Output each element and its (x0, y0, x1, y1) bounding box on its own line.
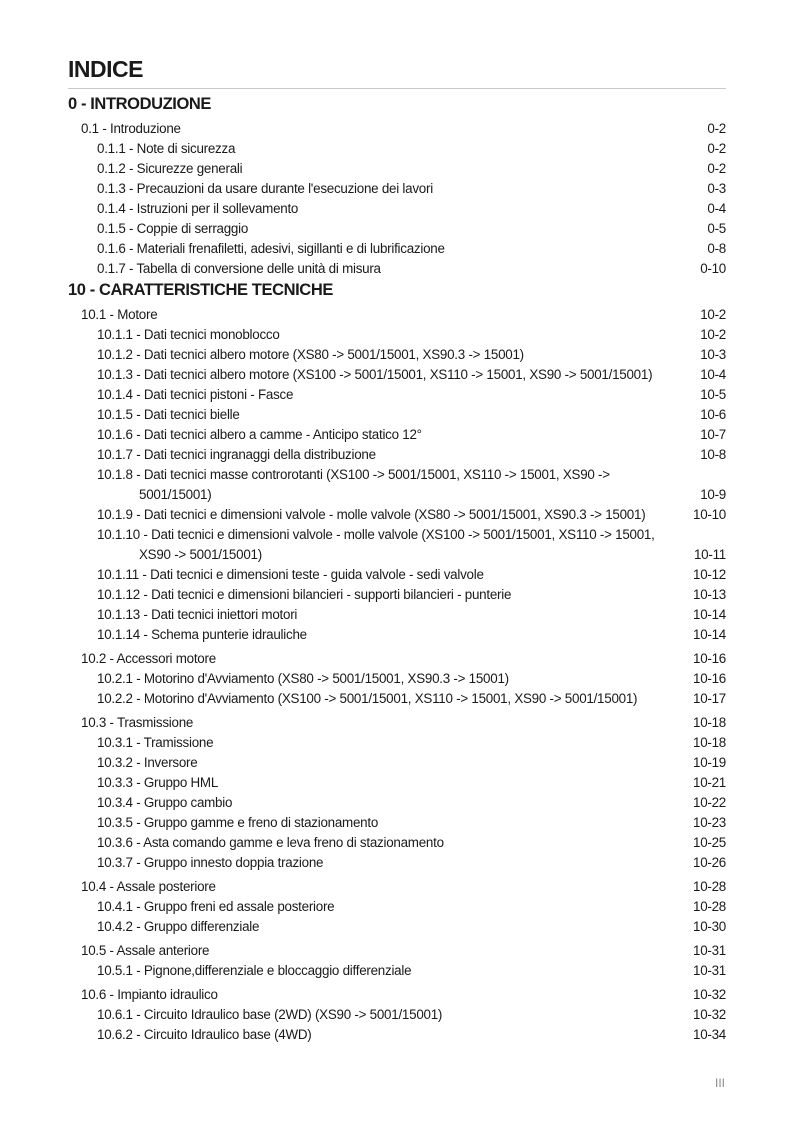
toc-subentry[interactable] (68, 445, 726, 465)
toc-entry-page: 0-2 (707, 121, 726, 136)
toc-entry-title: 10.1.6 - Dati tecnici albero a camme - Anticipo statico 12° (97, 427, 422, 442)
toc-entry-page: 10-32 (693, 987, 726, 1002)
toc-entry-page: 0-2 (707, 141, 726, 156)
toc-entry-page: 0-10 (700, 261, 726, 276)
toc-entry-title: 10.1.10 - Dati tecnici e dimensioni valvole - molle valvole (XS100 -> 5001/15001, XS110 -> 15001, XS90 -> 5001/15001) (97, 527, 655, 562)
toc-subentry[interactable] (68, 605, 726, 625)
toc-group (68, 305, 726, 645)
toc-subentry[interactable] (68, 625, 726, 645)
toc-entry-page: 10-34 (693, 1027, 726, 1042)
toc-subentry[interactable] (68, 565, 726, 585)
toc-entry-title: 10.1.11 - Dati tecnici e dimensioni teste - guida valvole - sedi valvole (97, 567, 484, 582)
toc-entry-page: 10-2 (700, 327, 726, 342)
toc-subentry[interactable] (68, 465, 726, 505)
toc-subentry[interactable] (68, 405, 726, 425)
toc-entry-title: 10.3.5 - Gruppo gamme e freno di stazionamento (97, 815, 379, 830)
toc-entry-title: 0.1.3 - Precauzioni da usare durante l'esecuzione dei lavori (97, 181, 433, 196)
toc-subentry[interactable] (68, 219, 726, 239)
toc-entry-title: 10.1.9 - Dati tecnici e dimensioni valvole - molle valvole (XS80 -> 5001/15001, XS90.3 -> 15001) (97, 507, 646, 522)
toc-entry-title: 10.4.1 - Gruppo freni ed assale posteriore (97, 899, 335, 914)
toc-subentry[interactable] (68, 753, 726, 773)
toc-entry-title: 10.1.14 - Schema punterie idrauliche (97, 627, 307, 642)
toc-subentry[interactable] (68, 689, 726, 709)
toc-subentry[interactable] (68, 1005, 726, 1025)
toc-entry-page: 10-26 (693, 855, 726, 870)
toc-entry[interactable] (68, 649, 726, 669)
toc-entry[interactable] (68, 119, 726, 139)
section-heading: 10 - CARATTERISTICHE TECNICHE (68, 281, 333, 299)
toc-entry-page: 10-28 (693, 899, 726, 914)
toc-entry-title: 10.3.4 - Gruppo cambio (97, 795, 233, 810)
toc-entry-page: 10-14 (693, 607, 726, 622)
title-divider (68, 88, 726, 89)
toc-subentry[interactable] (68, 425, 726, 445)
toc-subentry[interactable] (68, 917, 726, 937)
toc-entry-page: 10-21 (693, 775, 726, 790)
page-title: INDICE (68, 56, 143, 82)
toc-subentry[interactable] (68, 345, 726, 365)
toc-entry-page: 10-13 (693, 587, 726, 602)
toc-group (68, 119, 726, 279)
toc-entry-page: 10-2 (700, 307, 726, 322)
toc-entry-page: 10-14 (693, 627, 726, 642)
toc-entry-title: 10.1 - Motore (81, 307, 158, 322)
toc-subentry[interactable] (68, 833, 726, 853)
toc-entry[interactable] (68, 713, 726, 733)
toc-subentry[interactable] (68, 525, 726, 565)
page-number: III (714, 1076, 725, 1090)
toc-subentry[interactable] (68, 897, 726, 917)
toc-subentry[interactable] (68, 793, 726, 813)
toc-entry-title: 10.6 - Impianto idraulico (81, 987, 218, 1002)
toc-group (68, 877, 726, 937)
toc-entry-title: 0.1.4 - Istruzioni per il sollevamento (97, 201, 299, 216)
toc-subentry[interactable] (68, 505, 726, 525)
toc-entry-title: 10.1.5 - Dati tecnici bielle (97, 407, 240, 422)
toc-entry-page: 10-7 (700, 427, 726, 442)
section-heading: 0 - INTRODUZIONE (68, 95, 212, 113)
toc-entry-page: 10-3 (700, 347, 726, 362)
toc-entry-title: 10.1.7 - Dati tecnici ingranaggi della distribuzione (97, 447, 376, 462)
toc-entry-page: 10-16 (693, 651, 726, 666)
toc-group (68, 985, 726, 1045)
toc-entry-page: 10-4 (700, 367, 726, 382)
toc-entry-title: 10.1.8 - Dati tecnici masse controrotanti (XS100 -> 5001/15001, XS110 -> 15001, XS90 -> 5001/15001) (97, 467, 610, 502)
toc-entry-page: 10-32 (693, 1007, 726, 1022)
toc-subentry[interactable] (68, 239, 726, 259)
toc-entry-title: 10.1.2 - Dati tecnici albero motore (XS80 -> 5001/15001, XS90.3 -> 15001) (97, 347, 524, 362)
toc-entry-page: 10-22 (693, 795, 726, 810)
toc-entry[interactable] (68, 941, 726, 961)
toc-entry-page: 10-31 (693, 963, 726, 978)
toc-entry-title: 0.1 - Introduzione (81, 121, 181, 136)
toc-subentry[interactable] (68, 139, 726, 159)
toc-subentry[interactable] (68, 385, 726, 405)
toc-entry[interactable] (68, 985, 726, 1005)
toc-entry-title: 10.6.1 - Circuito Idraulico base (2WD) (XS90 -> 5001/15001) (97, 1007, 443, 1022)
toc-subentry[interactable] (68, 199, 726, 219)
toc-group (68, 649, 726, 709)
toc-entry-title: 10.2.2 - Motorino d'Avviamento (XS100 -> 5001/15001, XS110 -> 15001, XS90 -> 5001/15001) (97, 691, 638, 706)
toc-entry-page: 0-4 (707, 201, 726, 216)
toc-entry-page: 10-18 (693, 715, 726, 730)
toc-entry-page: 10-8 (700, 447, 726, 462)
toc-entry-title: 10.4.2 - Gruppo differenziale (97, 919, 260, 934)
toc-subentry[interactable] (68, 325, 726, 345)
toc-group (68, 941, 726, 981)
toc-entry-title: 10.1.12 - Dati tecnici e dimensioni bilancieri - supporti bilancieri - punterie (97, 587, 512, 602)
toc-section (68, 93, 726, 279)
toc-entry-page: 10-6 (700, 407, 726, 422)
toc-entry-page: 10-23 (693, 815, 726, 830)
toc-subentry[interactable] (68, 773, 726, 793)
toc-entry-page: 10-9 (700, 487, 726, 502)
toc-entry-page: 10-12 (693, 567, 726, 582)
toc-subentry[interactable] (68, 669, 726, 689)
toc-entry-page: 0-8 (707, 241, 726, 256)
table-of-contents (68, 93, 726, 1045)
toc-entry-page: 10-10 (693, 507, 726, 522)
toc-subentry[interactable] (68, 1025, 726, 1045)
toc-entry-page: 10-11 (693, 547, 726, 562)
toc-section (68, 279, 726, 1045)
toc-entry-page: 10-31 (693, 943, 726, 958)
toc-entry-title: 0.1.2 - Sicurezze generali (97, 161, 243, 176)
toc-subentry[interactable] (68, 259, 726, 279)
toc-entry-title: 0.1.7 - Tabella di conversione delle unità di misura (97, 261, 381, 276)
toc-subentry[interactable] (68, 365, 726, 385)
toc-entry[interactable] (68, 305, 726, 325)
toc-entry-title: 10.3.3 - Gruppo HML (97, 775, 219, 790)
toc-subentry[interactable] (68, 159, 726, 179)
toc-entry-page: 10-19 (693, 755, 726, 770)
toc-entry-page: 10-18 (693, 735, 726, 750)
toc-entry-title: 0.1.5 - Coppie di serraggio (97, 221, 249, 236)
toc-entry-title: 10.5.1 - Pignone,differenziale e bloccaggio differenziale (97, 963, 412, 978)
toc-entry-page: 0-5 (707, 221, 726, 236)
toc-entry-title: 10.5 - Assale anteriore (81, 943, 210, 958)
toc-entry-page: 10-28 (693, 879, 726, 894)
toc-subentry[interactable] (68, 853, 726, 873)
toc-entry-title: 10.1.1 - Dati tecnici monoblocco (97, 327, 280, 342)
toc-entry-title: 10.3 - Trasmissione (81, 715, 194, 730)
toc-entry-title: 10.1.13 - Dati tecnici iniettori motori (97, 607, 298, 622)
toc-group (68, 713, 726, 873)
toc-entry-title: 10.3.6 - Asta comando gamme e leva freno di stazionamento (97, 835, 444, 850)
toc-subentry[interactable] (68, 585, 726, 605)
toc-entry-page: 10-5 (700, 387, 726, 402)
toc-entry-title: 0.1.1 - Note di sicurezza (97, 141, 236, 156)
toc-subentry[interactable] (68, 961, 726, 981)
toc-subentry[interactable] (68, 813, 726, 833)
toc-entry-title: 10.1.3 - Dati tecnici albero motore (XS100 -> 5001/15001, XS110 -> 15001, XS90 -> 5001/15001) (97, 367, 653, 382)
toc-entry-page: 10-25 (693, 835, 726, 850)
toc-entry-page: 10-17 (693, 691, 726, 706)
toc-entry-title: 10.1.4 - Dati tecnici pistoni - Fasce (97, 387, 294, 402)
toc-entry-page: 0-2 (707, 161, 726, 176)
toc-entry-page: 10-16 (693, 671, 726, 686)
toc-entry-title: 10.3.2 - Inversore (97, 755, 198, 770)
toc-entry[interactable] (68, 877, 726, 897)
toc-entry-title: 10.3.7 - Gruppo innesto doppia trazione (97, 855, 324, 870)
toc-entry-title: 10.2.1 - Motorino d'Avviamento (XS80 -> 5001/15001, XS90.3 -> 15001) (97, 671, 509, 686)
toc-entry-page: 0-3 (707, 181, 726, 196)
toc-entry-title: 10.2 - Accessori motore (81, 651, 216, 666)
toc-entry-title: 10.4 - Assale posteriore (81, 879, 216, 894)
toc-entry-page: 10-30 (693, 919, 726, 934)
toc-entry-title: 0.1.6 - Materiali frenafiletti, adesivi, sigillanti e di lubrificazione (97, 241, 445, 256)
toc-subentry[interactable] (68, 179, 726, 199)
toc-subentry[interactable] (68, 733, 726, 753)
toc-entry-title: 10.6.2 - Circuito Idraulico base (4WD) (97, 1027, 312, 1042)
toc-entry-title: 10.3.1 - Tramissione (97, 735, 214, 750)
